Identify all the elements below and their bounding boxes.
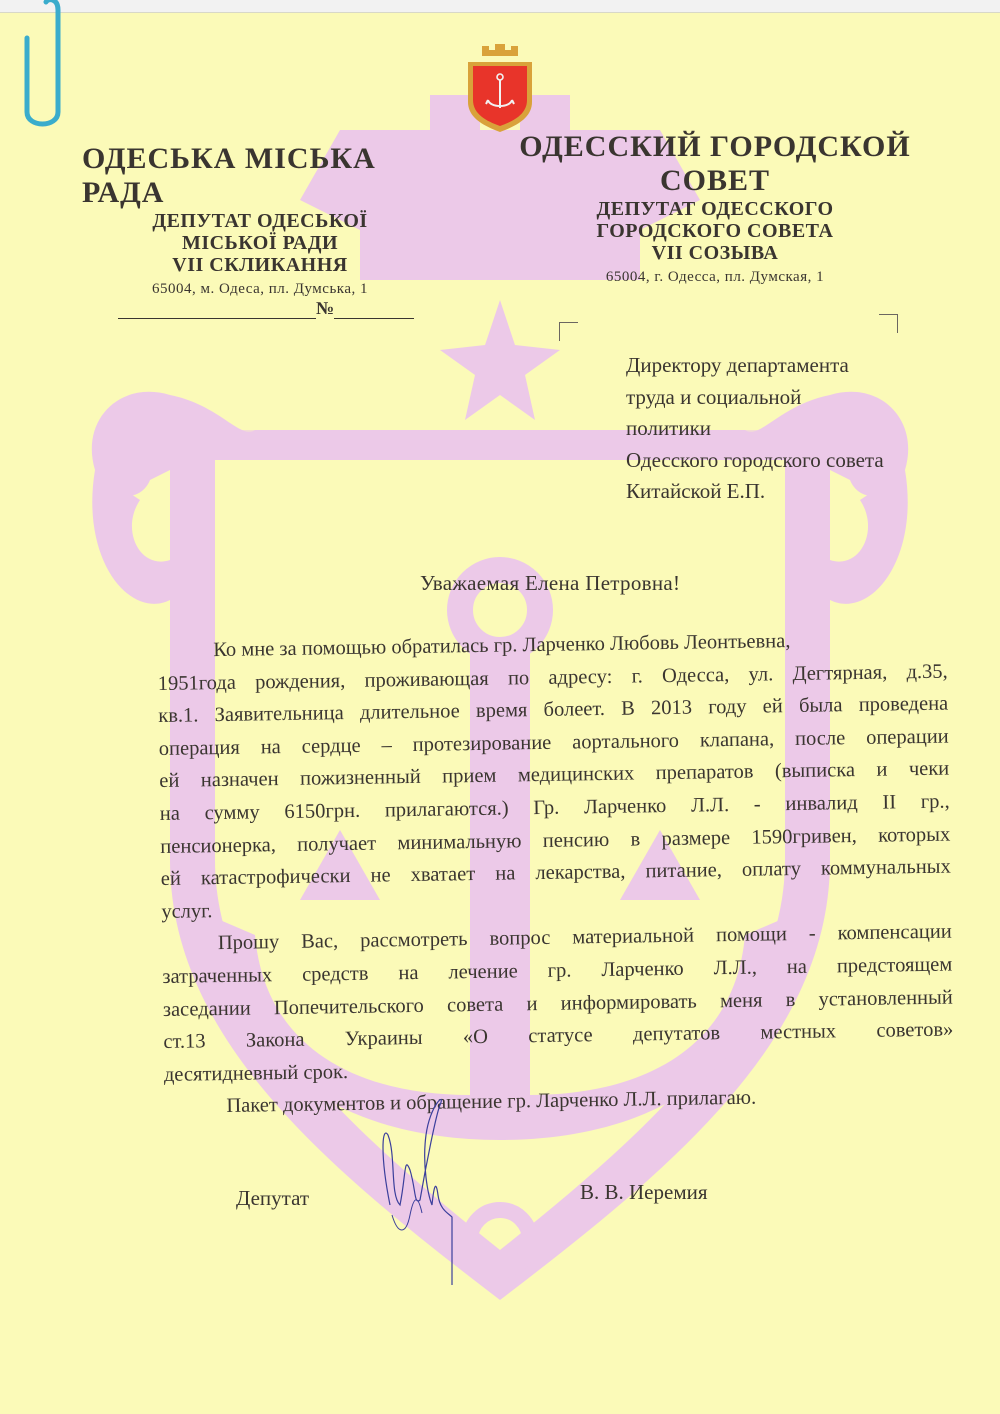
- letterhead-ua-line1: ДЕПУТАТ ОДЕСЬКОЇ: [152, 210, 368, 232]
- addressee-line: Директору департамента: [626, 353, 849, 377]
- letterhead-ukrainian: [70, 142, 450, 300]
- body-line: ст.13 Закона Украины «О статусе депутатов местных советов»: [163, 1018, 954, 1054]
- letterhead-ua-address: 65004, м. Одеса, пл. Думська, 1: [151, 281, 369, 297]
- body-line: Пакет документов и обращение гр. Ларченко Л.Л. прилагаю.: [226, 1086, 757, 1118]
- address-bracket-left: [559, 322, 578, 341]
- body-line: услуг.: [161, 899, 213, 923]
- paragraph-2: [162, 916, 954, 1091]
- number-blank: [334, 298, 414, 319]
- body-line: Прошу Вас, рассмотреть вопрос материальной помощи - компенсации: [217, 920, 952, 955]
- addressee-line: политики: [626, 416, 712, 440]
- body-line: Ко мне за помощью обратилась гр. Ларченко Любовь Леонтьевна,: [213, 630, 791, 662]
- handwritten-signature: [370, 1095, 470, 1285]
- greeting: Уважаемая Елена Петровна!: [420, 571, 681, 595]
- date-blank: [118, 298, 316, 319]
- watermark-star: [440, 300, 560, 420]
- letterhead-ru-line2: ГОРОДСКОГО СОВЕТА: [596, 220, 834, 242]
- letterhead-ru-line3: VII СОЗЫВА: [651, 242, 779, 264]
- paperclip-icon: [18, 0, 68, 132]
- body-line: десятидневный срок.: [163, 1060, 349, 1086]
- body-line: операция на сердце – протезирование аортального клапана, после операции: [158, 725, 949, 760]
- letterhead-ua-line2: МІСЬКОЇ РАДИ: [181, 232, 339, 254]
- letterhead-ru-address: 65004, г. Одесса, пл. Думская, 1: [605, 269, 825, 285]
- signer-role: Депутат: [236, 1186, 310, 1210]
- body-line: на сумму 6150грн. прилагаются.) Гр. Ларченко Л.Л. - инвалид II гр.,: [159, 790, 950, 825]
- letterhead-ua-line3: VII СКЛИКАННЯ: [172, 254, 348, 276]
- body-line: затраченных средств на лечение гр. Ларченко Л.Л., на предстоящем: [162, 953, 953, 988]
- address-bracket-right: [879, 314, 898, 333]
- letterhead-ru-line1: ДЕПУТАТ ОДЕССКОГО: [596, 198, 834, 220]
- addressee-line: Китайской Е.П.: [626, 479, 766, 503]
- addressee-block: [626, 350, 884, 508]
- addressee-line: труда и социальной: [626, 384, 802, 409]
- body-line: 1951года рождения, проживающая по адресу: г. Одесса, ул. Дегтярная, д.35,: [157, 660, 948, 695]
- odessa-emblem-icon: [462, 42, 538, 132]
- body-line: пенсионерка, получает минимальную пенсию в размере 1590гривен, которых: [160, 823, 951, 858]
- paragraph-1: [157, 623, 952, 929]
- letter-body: [157, 623, 955, 1124]
- addressee-line: Одесского городского совета: [626, 447, 884, 472]
- body-line: ей катастрофически не хватает на лекарства, питание, оплату коммунальных: [160, 855, 951, 891]
- number-sign: №: [316, 298, 335, 318]
- letterhead-ua-title: ОДЕСЬКА МІСЬКА РАДА: [82, 142, 376, 209]
- letterhead-ru-title: ОДЕССКИЙ ГОРОДСКОЙ СОВЕТ: [519, 130, 911, 197]
- registration-number-line: [118, 298, 414, 319]
- letterhead-russian: [480, 130, 950, 288]
- body-line: кв.1. Заявительница длительное время болеет. В 2013 году ей была проведена: [158, 692, 949, 728]
- body-line: заседании Попечительского совета и информировать меня в установленный: [162, 986, 953, 1021]
- signer-name: В. В. Иеремия: [580, 1180, 708, 1204]
- body-line: ей назначен пожизненный прием медицинских препаратов (выписка и чеки: [159, 757, 950, 793]
